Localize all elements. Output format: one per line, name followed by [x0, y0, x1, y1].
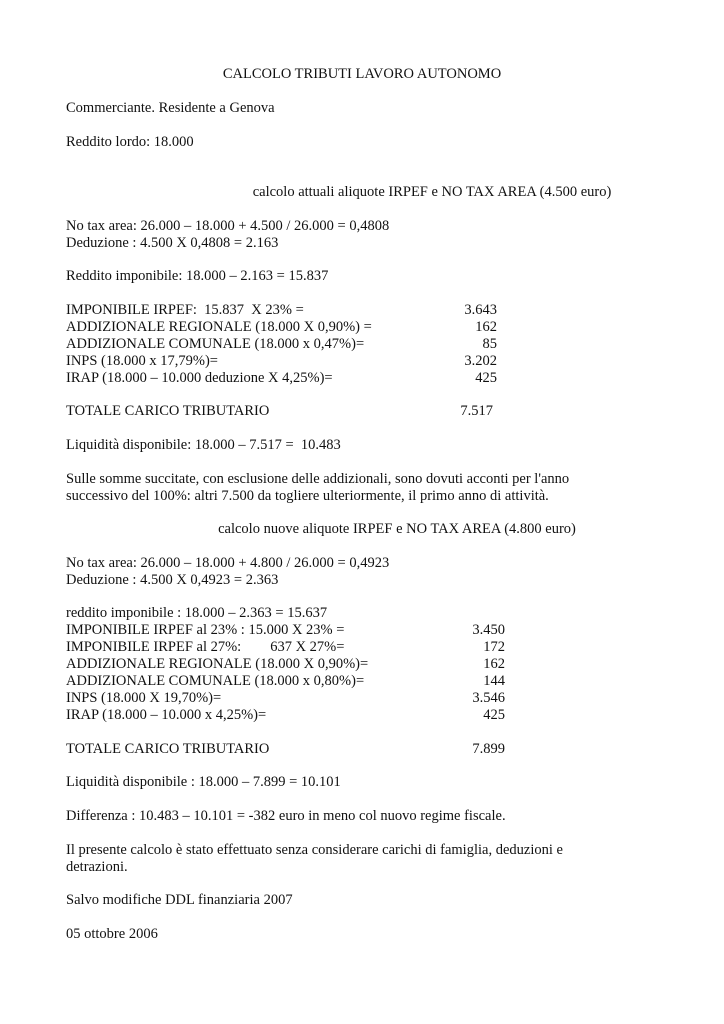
- section2-row-label: IMPONIBILE IRPEF al 27%: 637 X 27%=: [66, 639, 345, 655]
- section2-row-label: INPS (18.000 X 19,70%)=: [66, 690, 222, 706]
- section2-row-value: 3.546: [472, 690, 505, 706]
- difference-line: Differenza : 10.483 – 10.101 = -382 euro in meno col nuovo regime fiscale.: [66, 808, 506, 824]
- section2-row-value: 144: [483, 673, 505, 689]
- section2-no-tax-area: No tax area: 26.000 – 18.000 + 4.800 / 26.000 = 0,4923: [66, 555, 390, 571]
- document-date: 05 ottobre 2006: [66, 926, 158, 942]
- section2-deduction: Deduzione : 4.500 X 0,4923 = 2.363: [66, 572, 279, 588]
- section1-row-label: IRAP (18.000 – 10.000 deduzione X 4,25%)=: [66, 370, 333, 386]
- document-title: CALCOLO TRIBUTI LAVORO AUTONOMO: [222, 66, 502, 82]
- section2-heading: calcolo nuove aliquote IRPEF e NO TAX AREA (4.800 euro): [218, 521, 576, 537]
- section1-liquidity: Liquidità disponibile: 18.000 – 7.517 = 10.483: [66, 437, 341, 453]
- profile-line: Commerciante. Residente a Genova: [66, 100, 275, 116]
- section1-row-value: 3.202: [464, 353, 497, 369]
- section1-row-value: 3.643: [464, 302, 497, 318]
- disclaimer-line: Il presente calcolo è stato effettuato senza considerare carichi di famiglia, deduzioni e: [66, 842, 563, 858]
- section1-row-label: IMPONIBILE IRPEF: 15.837 X 23% =: [66, 302, 304, 318]
- section2-row-label: IRAP (18.000 – 10.000 x 4,25%)=: [66, 707, 267, 723]
- finance-bill-note: Salvo modifiche DDL finanziaria 2007: [66, 892, 293, 908]
- section1-deduction: Deduzione : 4.500 X 0,4808 = 2.163: [66, 235, 279, 251]
- section2-row-value: 162: [483, 656, 505, 672]
- section1-row-label: ADDIZIONALE REGIONALE (18.000 X 0,90%) =: [66, 319, 372, 335]
- section2-row-label: ADDIZIONALE REGIONALE (18.000 X 0,90%)=: [66, 656, 369, 672]
- section2-total-value: 7.899: [472, 741, 505, 757]
- section2-row-label: IMPONIBILE IRPEF al 23% : 15.000 X 23% =: [66, 622, 345, 638]
- section1-row-value: 425: [475, 370, 497, 386]
- disclaimer-line: detrazioni.: [66, 859, 128, 875]
- section2-taxable-income: reddito imponibile : 18.000 – 2.363 = 15.637: [66, 605, 328, 621]
- section1-row-label: INPS (18.000 x 17,79%)=: [66, 353, 218, 369]
- section2-row-value: 172: [483, 639, 505, 655]
- section2-liquidity: Liquidità disponibile : 18.000 – 7.899 = 10.101: [66, 774, 341, 790]
- gross-income-line: Reddito lordo: 18.000: [66, 134, 194, 150]
- section1-note-line: successivo del 100%: altri 7.500 da togliere ulteriormente, il primo anno di attività.: [66, 488, 549, 504]
- section1-note-line: Sulle somme succitate, con esclusione delle addizionali, sono dovuti acconti per l'anno: [66, 471, 570, 487]
- section2-row-label: ADDIZIONALE COMUNALE (18.000 x 0,80%)=: [66, 673, 365, 689]
- section1-no-tax-area: No tax area: 26.000 – 18.000 + 4.500 / 26.000 = 0,4808: [66, 218, 390, 234]
- section2-total-label: TOTALE CARICO TRIBUTARIO: [66, 741, 270, 757]
- section1-row-label: ADDIZIONALE COMUNALE (18.000 x 0,47%)=: [66, 336, 365, 352]
- section1-total-value: 7.517: [460, 403, 493, 419]
- section1-taxable-income: Reddito imponibile: 18.000 – 2.163 = 15.837: [66, 268, 329, 284]
- section2-row-value: 3.450: [472, 622, 505, 638]
- section2-row-value: 425: [483, 707, 505, 723]
- section1-heading: calcolo attuali aliquote IRPEF e NO TAX AREA (4.500 euro): [252, 184, 612, 200]
- section1-row-value: 85: [482, 336, 497, 352]
- section1-row-value: 162: [475, 319, 497, 335]
- section1-total-label: TOTALE CARICO TRIBUTARIO: [66, 403, 270, 419]
